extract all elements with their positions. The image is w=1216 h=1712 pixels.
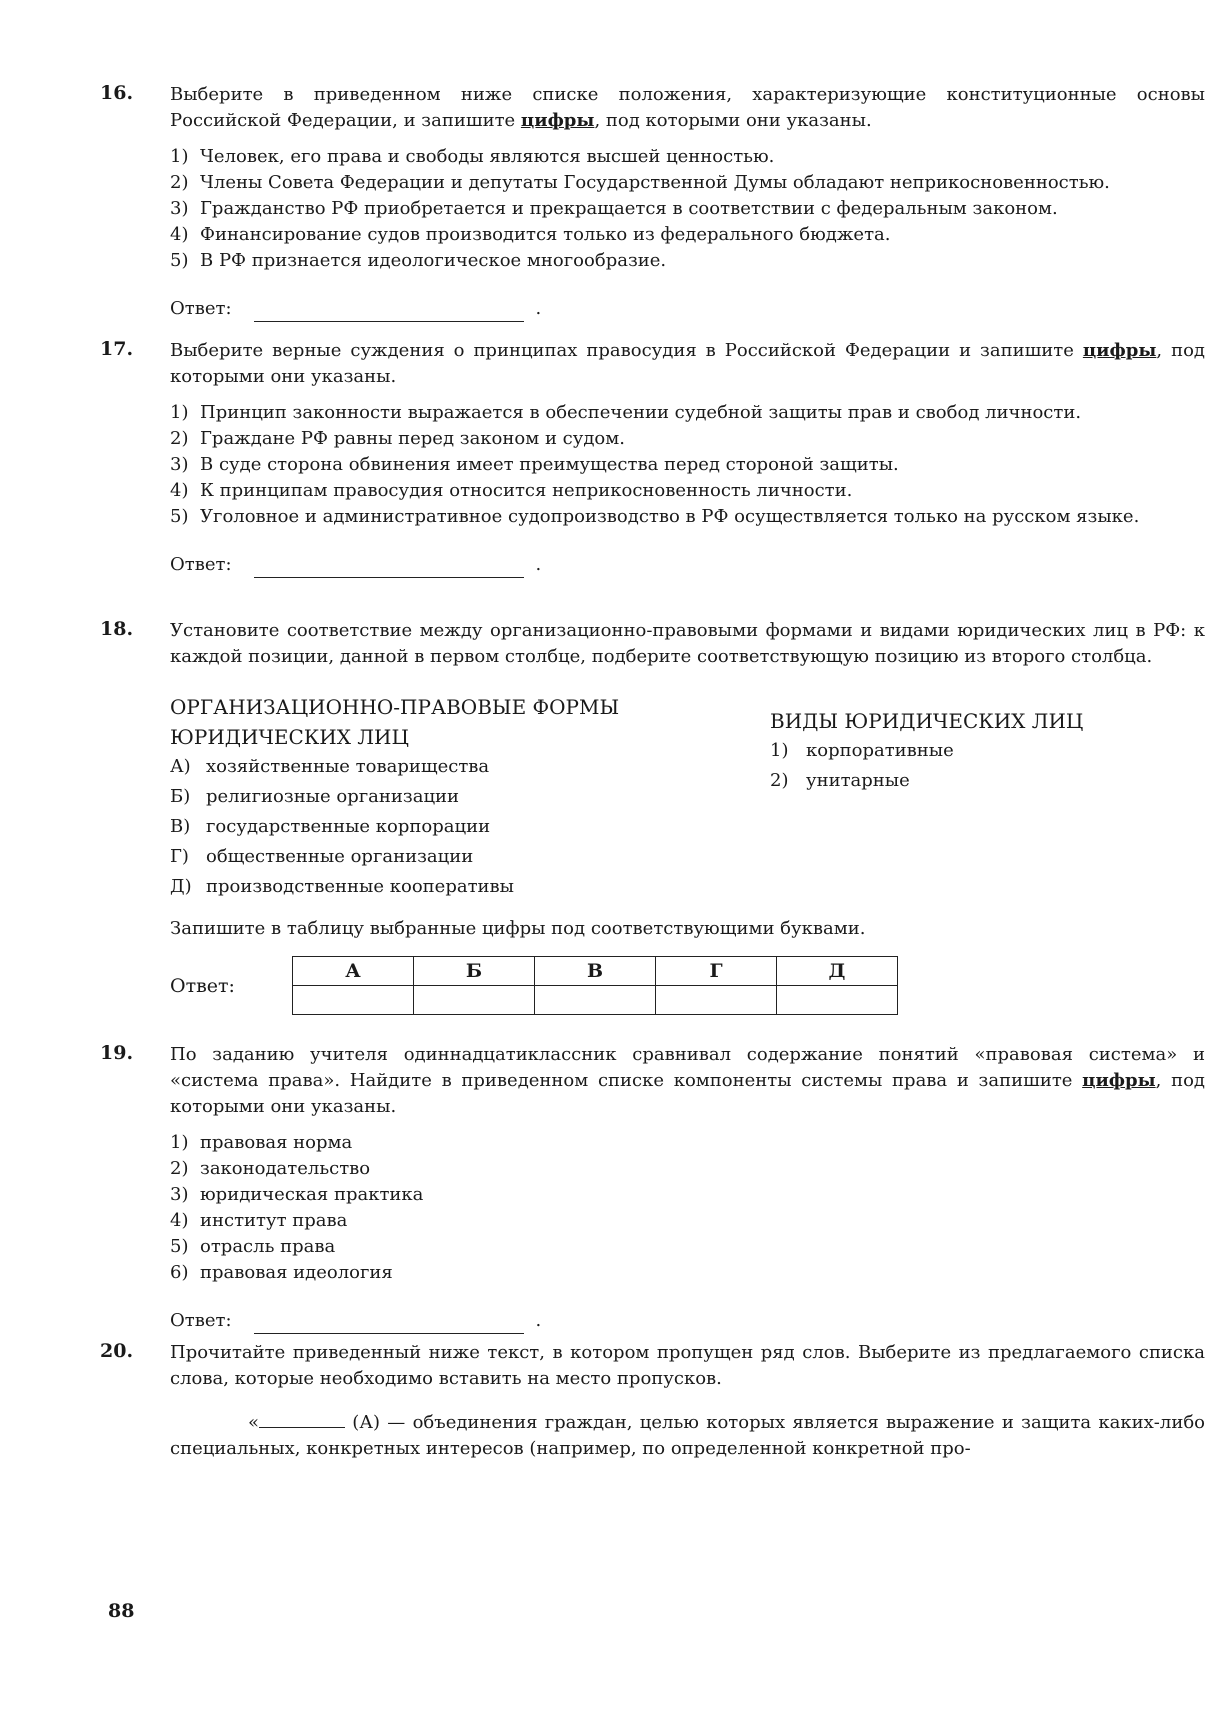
form-item — [170, 842, 770, 872]
question-text: Прочитайте приведенный ниже текст, в котором пропущен ряд слов. Выберите из предлагаемого списка слова, которые необходимо вставить на место пропусков. — [170, 1342, 1205, 1389]
option-item — [170, 478, 1205, 504]
option-item — [170, 1182, 1205, 1208]
option-item — [170, 504, 1205, 530]
option-number: 2) — [170, 428, 189, 449]
option-item — [170, 248, 1205, 274]
task-number: 19. — [100, 1042, 134, 1064]
option-number: 1) — [170, 146, 189, 167]
option-item — [170, 426, 1205, 452]
instruction-text: Запишите в таблицу выбранные цифры под соответствующими буквами. — [170, 918, 866, 939]
option-number: 3) — [170, 1184, 189, 1205]
answer-dot: . — [535, 1310, 542, 1331]
option-text: Финансирование судов производится только из федерального бюджета. — [200, 224, 891, 245]
answer-table-input-cell[interactable] — [414, 986, 535, 1015]
option-item — [170, 222, 1205, 248]
answer-table-header — [293, 957, 898, 986]
answer-table-input-cell[interactable] — [293, 986, 414, 1015]
task-body — [170, 82, 1205, 322]
answer-table-header-cell: Б — [414, 957, 535, 986]
form-item — [170, 872, 770, 902]
option-text: Гражданство РФ приобретается и прекращается в соответствии с федеральным законом. — [200, 198, 1058, 219]
option-number: 1) — [170, 1132, 189, 1153]
answer-table-header-cell: Г — [656, 957, 777, 986]
left-column — [170, 692, 770, 902]
task-body — [170, 618, 1205, 1015]
option-item — [170, 1234, 1205, 1260]
type-item-letter: 1) — [770, 740, 789, 761]
option-text: отрасль права — [200, 1236, 336, 1257]
option-number: 4) — [170, 480, 189, 501]
answer-table-input-cell[interactable] — [535, 986, 656, 1015]
answer-dot: . — [535, 554, 542, 575]
type-item-text: корпоративные — [806, 740, 954, 761]
left-items — [170, 752, 770, 902]
option-item — [170, 400, 1205, 426]
task-number: 17. — [100, 338, 134, 360]
option-item — [170, 452, 1205, 478]
option-text: законодательство — [200, 1158, 371, 1179]
question-text: Выберите в приведенном ниже списке положения, характеризующие конституционные основы Российской Федерации, и запишите цифры, под которыми они указаны. — [170, 84, 1205, 131]
options-list — [170, 144, 1205, 274]
task-number: 18. — [100, 618, 134, 640]
option-number: 2) — [170, 1158, 189, 1179]
answer-table-header-cell: А — [293, 957, 414, 986]
option-item — [170, 1156, 1205, 1182]
form-item-letter: Б) — [170, 786, 191, 807]
form-item-text: хозяйственные товарищества — [206, 756, 490, 777]
option-number: 1) — [170, 402, 189, 423]
task-number: 16. — [100, 82, 134, 104]
left-column-heading: ОРГАНИЗАЦИОННО-ПРАВОВЫЕ ФОРМЫ ЮРИДИЧЕСКИХ ЛИЦ — [170, 695, 620, 749]
matching-columns — [170, 692, 1205, 902]
type-item — [770, 766, 1200, 796]
form-item — [170, 782, 770, 812]
option-number: 2) — [170, 172, 189, 193]
answer-table — [292, 956, 898, 1015]
form-item-text: производственные кооперативы — [206, 876, 514, 897]
option-text: правовая идеология — [200, 1262, 393, 1283]
form-item-text: общественные организации — [206, 846, 474, 867]
option-text: Принцип законности выражается в обеспечении судебной защиты прав и свобод личности. — [200, 402, 1082, 423]
option-item — [170, 1260, 1205, 1286]
form-item — [170, 752, 770, 782]
option-number: 3) — [170, 454, 189, 475]
answer-row — [170, 552, 1205, 578]
answer-dot: . — [535, 298, 542, 319]
right-column — [770, 692, 1200, 902]
option-item — [170, 1130, 1205, 1156]
answer-row — [170, 1308, 1205, 1334]
answer-row — [170, 296, 1205, 322]
option-number: 4) — [170, 224, 189, 245]
options-list — [170, 1130, 1205, 1286]
answer-field[interactable] — [254, 303, 524, 322]
form-item-letter: А) — [170, 756, 191, 777]
form-item-text: государственные корпорации — [206, 816, 491, 837]
answer-label: Ответ: — [170, 554, 232, 575]
keyword-digits: цифры — [1082, 1070, 1156, 1091]
option-text: К принципам правосудия относится неприкосновенность личности. — [200, 480, 853, 501]
option-item — [170, 170, 1205, 196]
option-number: 5) — [170, 506, 189, 527]
answer-table-header-cell: Д — [777, 957, 898, 986]
task-body — [170, 338, 1205, 578]
type-item — [770, 736, 1200, 766]
form-item-letter: Г) — [170, 846, 189, 867]
option-number: 5) — [170, 1236, 189, 1257]
right-items — [770, 736, 1200, 796]
passage-text: « (А) — объединения граждан, целью которых является выражение и защита каких-либо специальных, конкретных интересов (например, по определенной конкретной про- — [170, 1412, 1205, 1459]
options-list — [170, 400, 1205, 530]
answer-table-header-cell: В — [535, 957, 656, 986]
page-number: 88 — [108, 1600, 135, 1622]
form-item-letter: В) — [170, 816, 191, 837]
answer-label: Ответ: — [170, 298, 232, 319]
form-item-text: религиозные организации — [206, 786, 460, 807]
keyword-digits: цифры — [1082, 340, 1157, 361]
answer-field[interactable] — [254, 559, 524, 578]
option-text: В суде сторона обвинения имеет преимущества перед стороной защиты. — [200, 454, 899, 475]
option-text: юридическая практика — [200, 1184, 424, 1205]
answer-table-input-cell[interactable] — [777, 986, 898, 1015]
task-number: 20. — [100, 1340, 134, 1362]
task-body — [170, 1340, 1205, 1462]
question-text: Выберите верные суждения о принципах правосудия в Российской Федерации и запишите цифры, под которыми они указаны. — [170, 340, 1205, 387]
option-number: 3) — [170, 198, 189, 219]
option-number: 6) — [170, 1262, 189, 1283]
option-item — [170, 196, 1205, 222]
option-text: Граждане РФ равны перед законом и судом. — [200, 428, 625, 449]
answer-label: Ответ: — [170, 974, 235, 997]
option-item — [170, 144, 1205, 170]
option-text: Уголовное и административное судопроизводство в РФ осуществляется только на русском языке. — [200, 506, 1140, 527]
option-item — [170, 1208, 1205, 1234]
answer-label: Ответ: — [170, 1310, 232, 1331]
blank-a[interactable] — [259, 1411, 345, 1428]
keyword-digits: цифры — [520, 110, 595, 131]
type-item-letter: 2) — [770, 770, 789, 791]
type-item-text: унитарные — [806, 770, 910, 791]
right-column-heading: ВИДЫ ЮРИДИЧЕСКИХ ЛИЦ — [770, 709, 1084, 733]
task-body — [170, 1042, 1205, 1334]
option-text: институт права — [200, 1210, 348, 1231]
answer-grid-row — [170, 956, 1205, 1015]
question-text: По заданию учителя одиннадцатиклассник сравнивал содержание понятий «правовая система» и «система права». Найдите в приведенном списке компоненты системы права и запишите цифры, под которыми они указаны. — [170, 1044, 1205, 1117]
option-text: В РФ признается идеологическое многообразие. — [200, 250, 667, 271]
option-text: Члены Совета Федерации и депутаты Государственной Думы обладают неприкосновенностью. — [200, 172, 1110, 193]
option-number: 5) — [170, 250, 189, 271]
answer-field[interactable] — [254, 1315, 524, 1334]
option-text: правовая норма — [200, 1132, 353, 1153]
form-item — [170, 812, 770, 842]
answer-table-cells — [293, 986, 898, 1015]
option-text: Человек, его права и свободы являются высшей ценностью. — [200, 146, 775, 167]
form-item-letter: Д) — [170, 876, 192, 897]
answer-table-input-cell[interactable] — [656, 986, 777, 1015]
question-text: Установите соответствие между организационно-правовыми формами и видами юридических лиц в РФ: к каждой позиции, данной в первом столбце, подберите соответствующую позицию из второго столбца. — [170, 620, 1205, 667]
option-number: 4) — [170, 1210, 189, 1231]
